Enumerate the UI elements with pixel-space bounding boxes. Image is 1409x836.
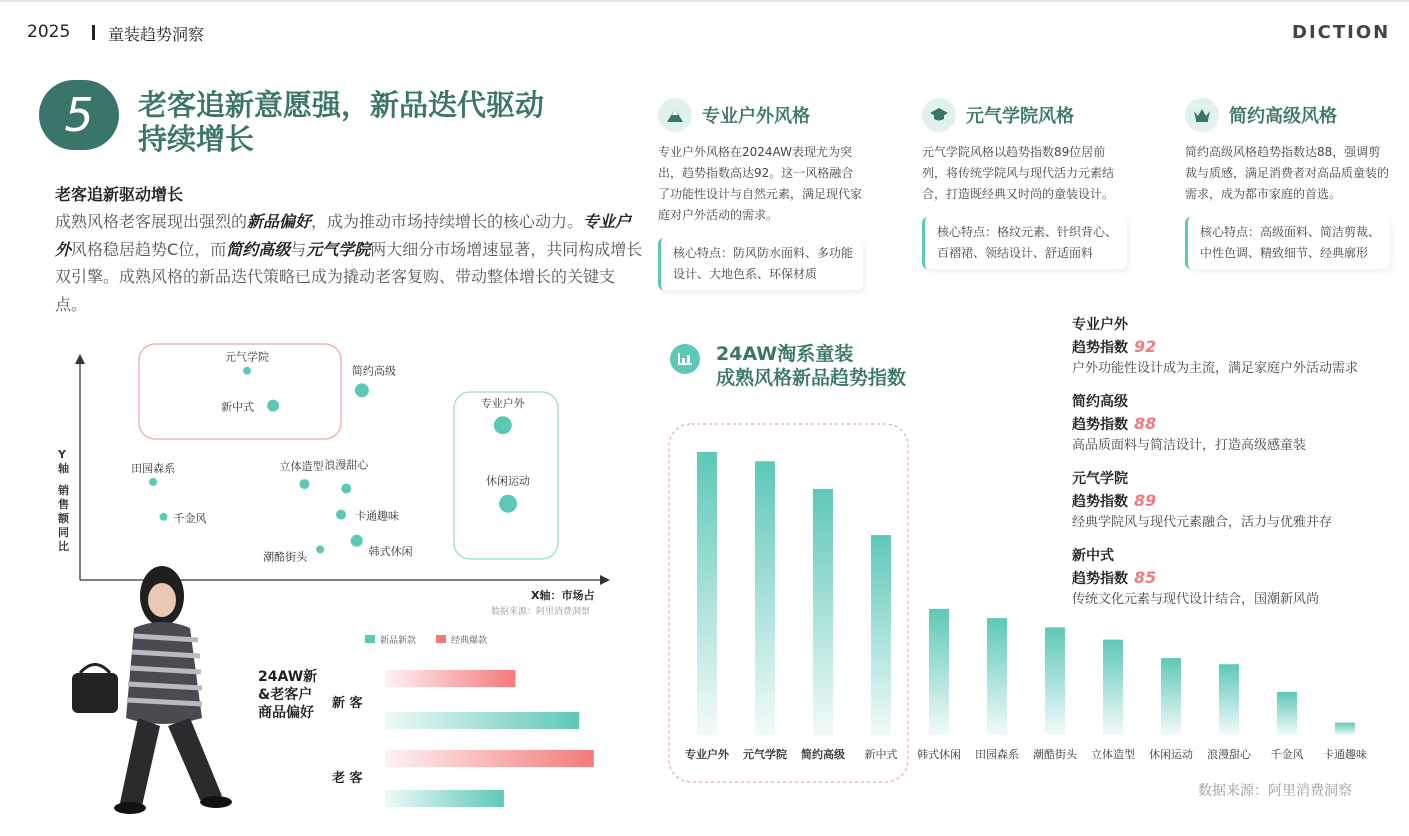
row-label-new-customer: 新 客 xyxy=(332,696,363,711)
bar-chart-icon xyxy=(670,344,700,374)
trend-bar-chart xyxy=(660,420,1380,785)
annotation-value: 88 xyxy=(1134,414,1157,433)
scatter-point xyxy=(494,416,512,434)
card-features: 核心特点：防风防水面料、多功能设计、大地色系、环保材质 xyxy=(658,238,863,290)
legend-swatch-new xyxy=(365,635,375,643)
scatter-point xyxy=(351,535,363,547)
legend-label-new: 新品新款 xyxy=(380,636,417,646)
annotation-name: 元气学院 xyxy=(1072,471,1128,487)
scatter-point-label: 新中式 xyxy=(221,400,255,414)
intro-paragraph xyxy=(55,208,645,318)
trend-bar-label: 浪漫甜心 xyxy=(1207,748,1251,761)
trend-bar-label: 千金风 xyxy=(1270,748,1304,761)
trend-bar-label: 田园森系 xyxy=(975,748,1019,761)
scatter-point-label: 韩式休闲 xyxy=(368,544,413,558)
card-title: 简约高级风格 xyxy=(1229,106,1337,127)
trend-bar-label: 休闲运动 xyxy=(1149,748,1193,761)
section-title-line2: 持续增长 xyxy=(138,122,255,156)
scatter-point-label: 元气学院 xyxy=(225,350,270,364)
pref-bar-classic xyxy=(385,750,594,767)
trend-bar xyxy=(987,618,1007,735)
trend-bar xyxy=(929,609,949,735)
pref-bar-new xyxy=(385,790,504,807)
row-label-old-customer: 老 客 xyxy=(332,771,363,786)
trend-bar-label: 元气学院 xyxy=(743,748,787,761)
pref-bar-new xyxy=(385,712,579,729)
scatter-point-label: 简约高级 xyxy=(351,364,396,378)
section-title xyxy=(138,88,608,156)
trend-chart-title xyxy=(716,342,906,390)
trend-bar xyxy=(1219,664,1239,735)
graduation-cap-icon xyxy=(922,98,956,132)
annotation-name: 专业户外 xyxy=(1072,317,1128,333)
y-axis-label: Y 轴销售额同比 xyxy=(58,448,69,553)
style-card-minimal xyxy=(1185,98,1390,269)
header-year: 2025 xyxy=(27,22,71,42)
pref-chart-title: 24AW新&老客户商品偏好 xyxy=(258,669,318,721)
brand-logo: DICTION xyxy=(1292,22,1391,43)
annotation-value: 89 xyxy=(1134,491,1157,510)
annotation-desc: 户外功能性设计成为主流，满足家庭户外活动需求 xyxy=(1072,361,1359,376)
card-features: 核心特点：高级面料、简洁剪裁、中性色调、精致细节、经典廓形 xyxy=(1185,217,1390,269)
trend-bar xyxy=(755,461,775,735)
intro-emphasis: 新品偏好 xyxy=(247,212,312,231)
scatter-point-label: 田园森系 xyxy=(131,461,176,475)
annotation-label: 趋势指数 xyxy=(1072,417,1128,433)
scatter-point xyxy=(149,478,157,486)
header-separator xyxy=(92,25,95,40)
y-axis-arrow xyxy=(75,354,85,364)
legend-label-classic: 经典爆款 xyxy=(451,636,488,646)
annotation-label: 趋势指数 xyxy=(1072,340,1128,356)
top-divider xyxy=(0,0,1409,2)
scatter-point xyxy=(341,483,351,493)
scatter-point-label: 卡通趣味 xyxy=(355,509,399,523)
scatter-point xyxy=(336,510,346,520)
card-features: 核心特点：格纹元素、针织背心、百褶裙、领结设计、舒适面料 xyxy=(922,217,1127,269)
trend-bar xyxy=(871,535,891,735)
scatter-point xyxy=(316,545,324,553)
trend-bar xyxy=(1335,723,1355,735)
annotation-name: 简约高级 xyxy=(1072,394,1128,410)
card-header xyxy=(658,98,863,132)
scatter-point xyxy=(267,400,279,412)
trend-title-line2: 成熟风格新品趋势指数 xyxy=(716,367,907,389)
intro-subheading: 老客追新驱动增长 xyxy=(55,185,184,204)
trend-bar-label: 新中式 xyxy=(864,748,898,761)
scatter-point-label: 立体造型 xyxy=(279,460,324,474)
annotation-desc: 传统文化元素与现代设计结合，国潮新风尚 xyxy=(1072,592,1320,607)
style-card-outdoor xyxy=(658,98,863,290)
trend-bar-label: 卡通趣味 xyxy=(1323,748,1367,761)
scatter-point-label: 千金风 xyxy=(173,511,207,525)
scatter-point-label: 潮酷街头 xyxy=(263,550,308,564)
card-description: 简约高级风格趋势指数达88，强调剪裁与质感，满足消费者对高品质童装的需求，成为都市家庭的首选。 xyxy=(1185,145,1390,201)
card-description: 元气学院风格以趋势指数89位居前列，将传统学院风与现代活力元素结合，打造既经典又时尚的童装设计。 xyxy=(922,145,1115,201)
legend-swatch-classic xyxy=(436,635,446,643)
trend-bar-label: 潮酷街头 xyxy=(1033,748,1077,761)
scatter-point-label: 休闲运动 xyxy=(486,474,531,488)
trend-bar xyxy=(1103,640,1123,735)
section-title-line1: 老客追新意愿强，新品迭代驱动 xyxy=(138,88,545,122)
scatter-point xyxy=(355,383,369,397)
card-title: 元气学院风格 xyxy=(966,106,1074,127)
card-title: 专业户外风格 xyxy=(702,106,810,127)
scatter-point xyxy=(299,479,309,489)
intro-emphasis: 简约高级 xyxy=(226,239,291,259)
crown-icon xyxy=(1185,98,1219,132)
annotation-value: 85 xyxy=(1134,568,1157,587)
scatter-source: 数据来源：阿里消费洞察 xyxy=(491,607,591,617)
annotation-name: 新中式 xyxy=(1072,548,1114,564)
trend-title-line1: 24AW淘系童装 xyxy=(716,343,854,365)
x-axis-label: X轴：市场占 xyxy=(531,589,595,602)
card-header xyxy=(922,98,1127,132)
intro-emphasis: 元气学院 xyxy=(306,239,371,259)
card-header xyxy=(1185,98,1390,132)
mountain-icon xyxy=(658,98,692,132)
trend-bar-label: 专业户外 xyxy=(685,748,729,761)
trend-bar-label: 韩式休闲 xyxy=(917,748,961,761)
trend-source: 数据来源：阿里消费洞察 xyxy=(1198,783,1352,799)
trend-bar xyxy=(1277,692,1297,735)
scatter-point-label: 专业户外 xyxy=(480,397,525,411)
trend-bar xyxy=(697,452,717,735)
trend-bar xyxy=(1161,658,1181,735)
intro-text: 两大细分市场增速显著，共同构成增长双引擎。成熟风格的新品迭代策略已成为撬动老客复购、带动整体增长的关键支点。 xyxy=(55,239,643,314)
trend-bar-label: 简约高级 xyxy=(801,748,845,761)
scatter-point-label: 浪漫甜心 xyxy=(324,458,369,472)
style-card-academy xyxy=(922,98,1127,269)
intro-text: 成熟风格老客展现出强烈的 xyxy=(55,212,248,231)
trend-bar-label: 立体造型 xyxy=(1091,748,1135,761)
intro-emphasis: 专业户外 xyxy=(55,212,632,259)
annotation-desc: 高品质面料与简洁设计，打造高级感童装 xyxy=(1072,438,1307,453)
annotation-label: 趋势指数 xyxy=(1072,571,1128,587)
x-axis-arrow xyxy=(600,575,610,585)
scatter-point xyxy=(499,495,517,513)
section-number: 5 xyxy=(39,80,119,150)
trend-bar xyxy=(1045,627,1065,735)
trend-bar xyxy=(813,489,833,735)
annotation-desc: 经典学院风与现代元素融合，活力与优雅并存 xyxy=(1072,515,1333,530)
pref-chart xyxy=(320,630,620,815)
scatter-point xyxy=(243,367,251,375)
intro-text: 与 xyxy=(290,239,307,259)
intro-text: 风格稳居趋势C位，而 xyxy=(71,239,227,259)
card-description: 专业户外风格在2024AW表现尤为突出，趋势指数高达92。这一风格融合了功能性设计与自然元素，满足现代家庭对户外活动的需求。 xyxy=(658,145,863,222)
annotation-value: 92 xyxy=(1134,337,1157,356)
header-title: 童装趋势洞察 xyxy=(108,25,205,44)
child-model-image xyxy=(50,558,250,828)
intro-text: ，成为推动市场持续增长的核心动力。 xyxy=(311,212,584,231)
pref-bar-classic xyxy=(385,670,516,687)
scatter-point xyxy=(160,513,168,521)
annotation-label: 趋势指数 xyxy=(1072,494,1128,510)
annotation-item xyxy=(1072,314,1392,391)
